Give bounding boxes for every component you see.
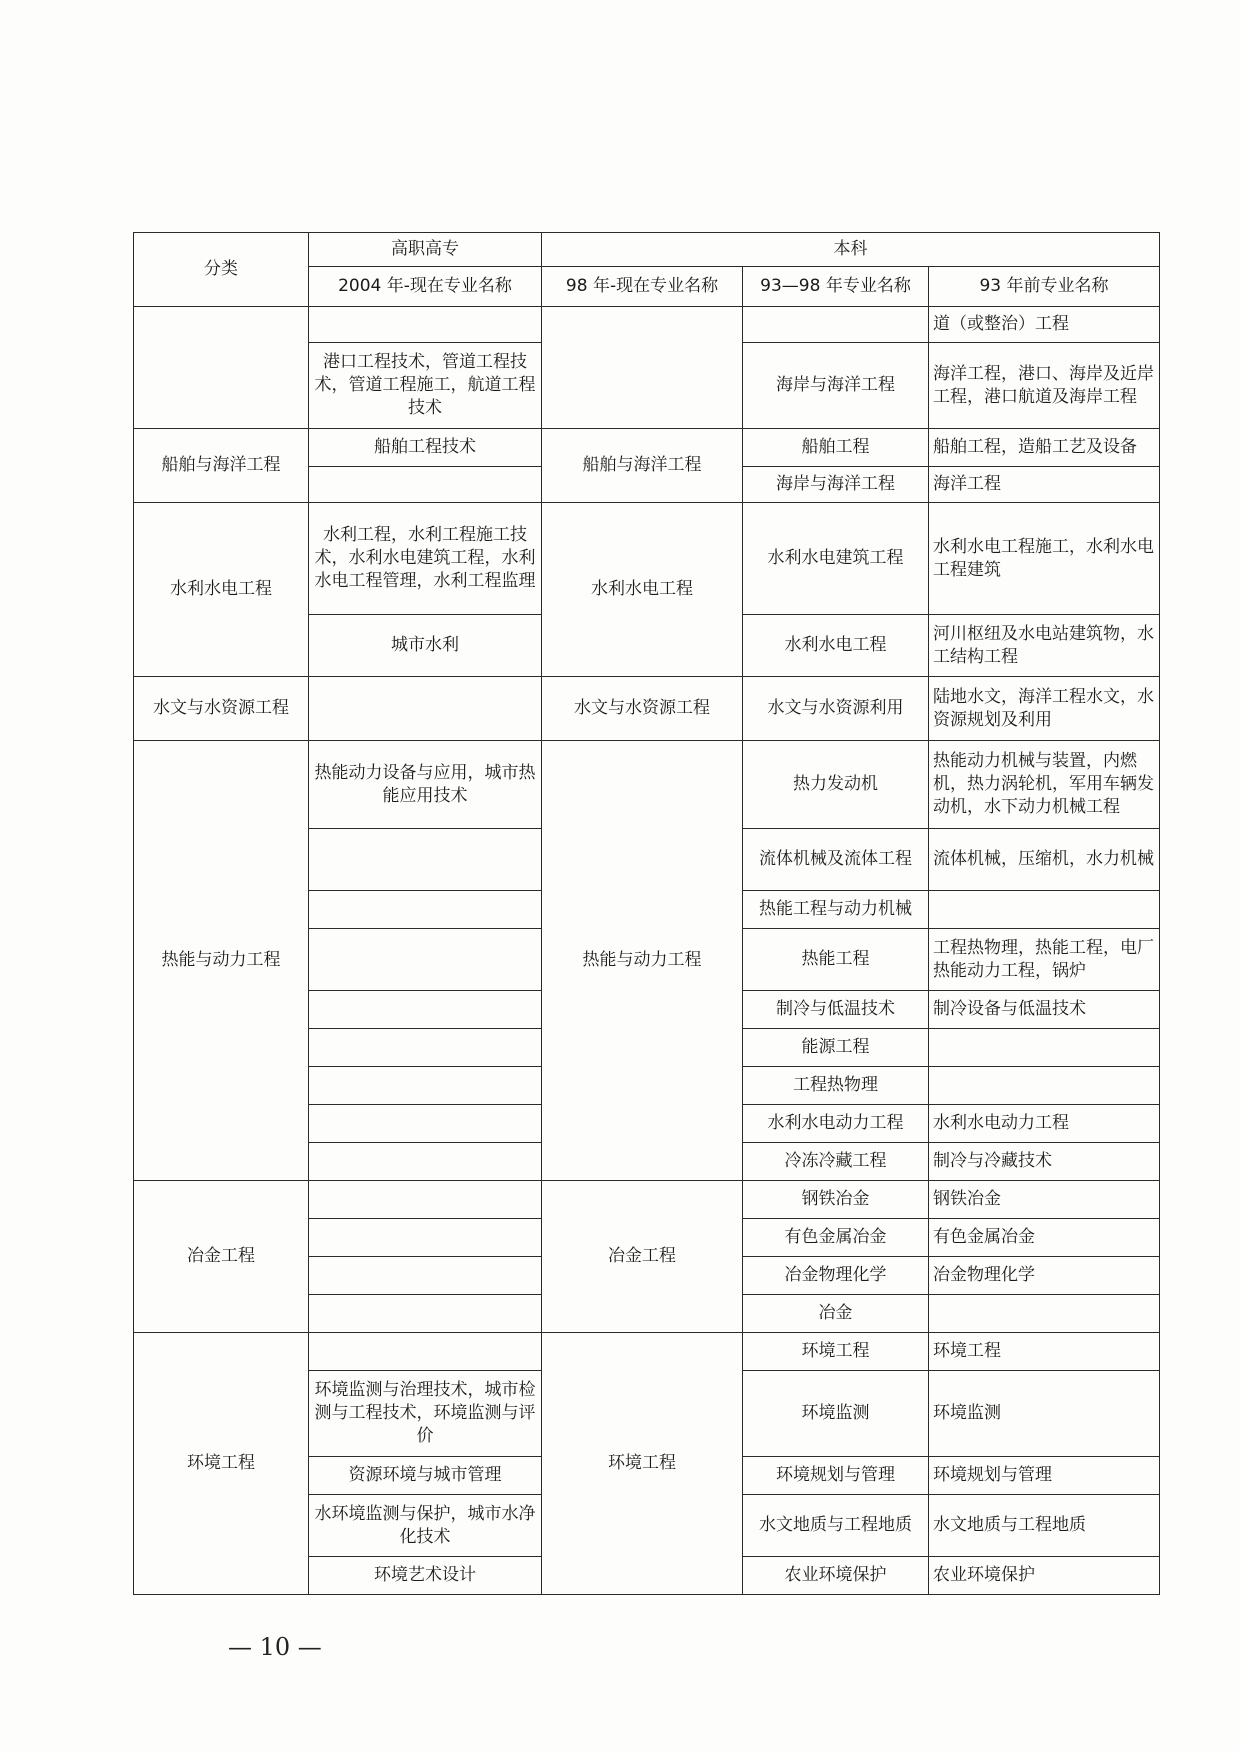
major-93-cell: 河川枢纽及水电站建筑物，水工结构工程 xyxy=(929,615,1160,677)
table-row xyxy=(134,429,1160,467)
major-93-cell: 水利水电动力工程 xyxy=(929,1105,1160,1143)
gaozhi-cell xyxy=(309,1029,542,1067)
major-93-cell: 陆地水文，海洋工程水文，水资源规划及利用 xyxy=(929,677,1160,741)
major-9398-cell: 冷冻冷藏工程 xyxy=(743,1143,929,1181)
major-9398-cell: 冶金 xyxy=(743,1295,929,1333)
major-93-cell: 海洋工程，港口、海岸及近岸工程，港口航道及海岸工程 xyxy=(929,343,1160,429)
gaozhi-cell xyxy=(309,991,542,1029)
gaozhi-cell xyxy=(309,1181,542,1219)
major-93-cell: 环境规划与管理 xyxy=(929,1457,1160,1495)
table-row xyxy=(134,503,1160,615)
gaozhi-cell xyxy=(309,1105,542,1143)
major-9398-cell: 冶金物理化学 xyxy=(743,1257,929,1295)
gaozhi-cell xyxy=(309,307,542,343)
category-cell: 环境工程 xyxy=(134,1333,309,1595)
major-9398-cell: 海岸与海洋工程 xyxy=(743,467,929,503)
gaozhi-cell xyxy=(309,467,542,503)
col-98-header: 98 年-现在专业名称 xyxy=(542,267,743,307)
major-mapping-table xyxy=(133,232,1160,1595)
page-number: — 10 — xyxy=(228,1633,322,1661)
major-93-cell: 环境监测 xyxy=(929,1371,1160,1457)
gaozhi-cell: 港口工程技术，管道工程技术，管道工程施工，航道工程技术 xyxy=(309,343,542,429)
gaozhi-cell: 船舶工程技术 xyxy=(309,429,542,467)
gaozhi-cell: 水环境监测与保护，城市水净化技术 xyxy=(309,1495,542,1557)
gaozhi-cell xyxy=(309,891,542,929)
major-93-cell xyxy=(929,1029,1160,1067)
major-98-cell: 水利水电工程 xyxy=(542,503,743,677)
table-header-row xyxy=(134,233,1160,267)
col-2004-header: 2004 年-现在专业名称 xyxy=(309,267,542,307)
table-row xyxy=(134,1333,1160,1371)
category-header: 分类 xyxy=(134,233,309,307)
major-93-cell: 流体机械，压缩机，水力机械 xyxy=(929,829,1160,891)
major-9398-cell: 海岸与海洋工程 xyxy=(743,343,929,429)
table-row xyxy=(134,677,1160,741)
major-9398-cell: 船舶工程 xyxy=(743,429,929,467)
gaozhi-cell: 资源环境与城市管理 xyxy=(309,1457,542,1495)
category-cell: 水文与水资源工程 xyxy=(134,677,309,741)
major-9398-cell: 水文与水资源利用 xyxy=(743,677,929,741)
table-row xyxy=(134,307,1160,343)
major-93-cell: 有色金属冶金 xyxy=(929,1219,1160,1257)
category-cell: 冶金工程 xyxy=(134,1181,309,1333)
major-98-cell: 水文与水资源工程 xyxy=(542,677,743,741)
major-93-cell: 热能动力机械与装置，内燃机，热力涡轮机，军用车辆发动机，水下动力机械工程 xyxy=(929,741,1160,829)
major-98-cell xyxy=(542,307,743,429)
major-98-cell: 环境工程 xyxy=(542,1333,743,1595)
gaozhi-cell xyxy=(309,1333,542,1371)
major-9398-cell: 环境规划与管理 xyxy=(743,1457,929,1495)
table-row xyxy=(134,741,1160,829)
gaozhi-cell: 热能动力设备与应用，城市热能应用技术 xyxy=(309,741,542,829)
major-9398-cell: 能源工程 xyxy=(743,1029,929,1067)
major-93-cell xyxy=(929,1295,1160,1333)
gaozhi-cell: 城市水利 xyxy=(309,615,542,677)
major-93-cell: 船舶工程，造船工艺及设备 xyxy=(929,429,1160,467)
gaozhi-cell: 水利工程，水利工程施工技术，水利水电建筑工程，水利水电工程管理，水利工程监理 xyxy=(309,503,542,615)
gaozhi-cell xyxy=(309,1257,542,1295)
major-9398-cell: 水文地质与工程地质 xyxy=(743,1495,929,1557)
major-9398-cell: 流体机械及流体工程 xyxy=(743,829,929,891)
gaozhi-cell: 环境监测与治理技术，城市检测与工程技术，环境监测与评价 xyxy=(309,1371,542,1457)
gaozhi-cell xyxy=(309,929,542,991)
major-93-cell xyxy=(929,1067,1160,1105)
gaozhi-cell xyxy=(309,1219,542,1257)
category-cell: 船舶与海洋工程 xyxy=(134,429,309,503)
benke-header: 本科 xyxy=(542,233,1160,267)
major-98-cell: 热能与动力工程 xyxy=(542,741,743,1181)
major-93-cell: 环境工程 xyxy=(929,1333,1160,1371)
col-93-98-header: 93—98 年专业名称 xyxy=(743,267,929,307)
major-93-cell: 水利水电工程施工，水利水电工程建筑 xyxy=(929,503,1160,615)
major-9398-cell: 工程热物理 xyxy=(743,1067,929,1105)
major-9398-cell: 水利水电动力工程 xyxy=(743,1105,929,1143)
major-93-cell: 农业环境保护 xyxy=(929,1557,1160,1595)
major-93-cell: 海洋工程 xyxy=(929,467,1160,503)
gaozhi-cell xyxy=(309,677,542,741)
major-98-cell: 船舶与海洋工程 xyxy=(542,429,743,503)
major-93-cell: 制冷设备与低温技术 xyxy=(929,991,1160,1029)
major-9398-cell: 热力发动机 xyxy=(743,741,929,829)
gaozhi-cell xyxy=(309,1143,542,1181)
major-93-cell: 工程热物理，热能工程，电厂热能动力工程，锅炉 xyxy=(929,929,1160,991)
major-9398-cell xyxy=(743,307,929,343)
gaozhi-cell xyxy=(309,1067,542,1105)
major-9398-cell: 环境监测 xyxy=(743,1371,929,1457)
major-93-cell xyxy=(929,891,1160,929)
category-cell xyxy=(134,307,309,429)
major-9398-cell: 水利水电建筑工程 xyxy=(743,503,929,615)
major-93-cell: 钢铁冶金 xyxy=(929,1181,1160,1219)
gaozhi-header: 高职高专 xyxy=(309,233,542,267)
gaozhi-cell xyxy=(309,1295,542,1333)
major-9398-cell: 水利水电工程 xyxy=(743,615,929,677)
major-9398-cell: 农业环境保护 xyxy=(743,1557,929,1595)
col-93-header: 93 年前专业名称 xyxy=(929,267,1160,307)
major-93-cell: 制冷与冷藏技术 xyxy=(929,1143,1160,1181)
major-9398-cell: 有色金属冶金 xyxy=(743,1219,929,1257)
major-93-cell: 水文地质与工程地质 xyxy=(929,1495,1160,1557)
major-9398-cell: 热能工程与动力机械 xyxy=(743,891,929,929)
major-93-cell: 冶金物理化学 xyxy=(929,1257,1160,1295)
major-9398-cell: 热能工程 xyxy=(743,929,929,991)
major-98-cell: 冶金工程 xyxy=(542,1181,743,1333)
major-9398-cell: 钢铁冶金 xyxy=(743,1181,929,1219)
gaozhi-cell: 环境艺术设计 xyxy=(309,1557,542,1595)
major-9398-cell: 环境工程 xyxy=(743,1333,929,1371)
category-cell: 水利水电工程 xyxy=(134,503,309,677)
category-cell: 热能与动力工程 xyxy=(134,741,309,1181)
table-row xyxy=(134,1181,1160,1219)
major-9398-cell: 制冷与低温技术 xyxy=(743,991,929,1029)
gaozhi-cell xyxy=(309,829,542,891)
major-93-cell: 道（或整治）工程 xyxy=(929,307,1160,343)
